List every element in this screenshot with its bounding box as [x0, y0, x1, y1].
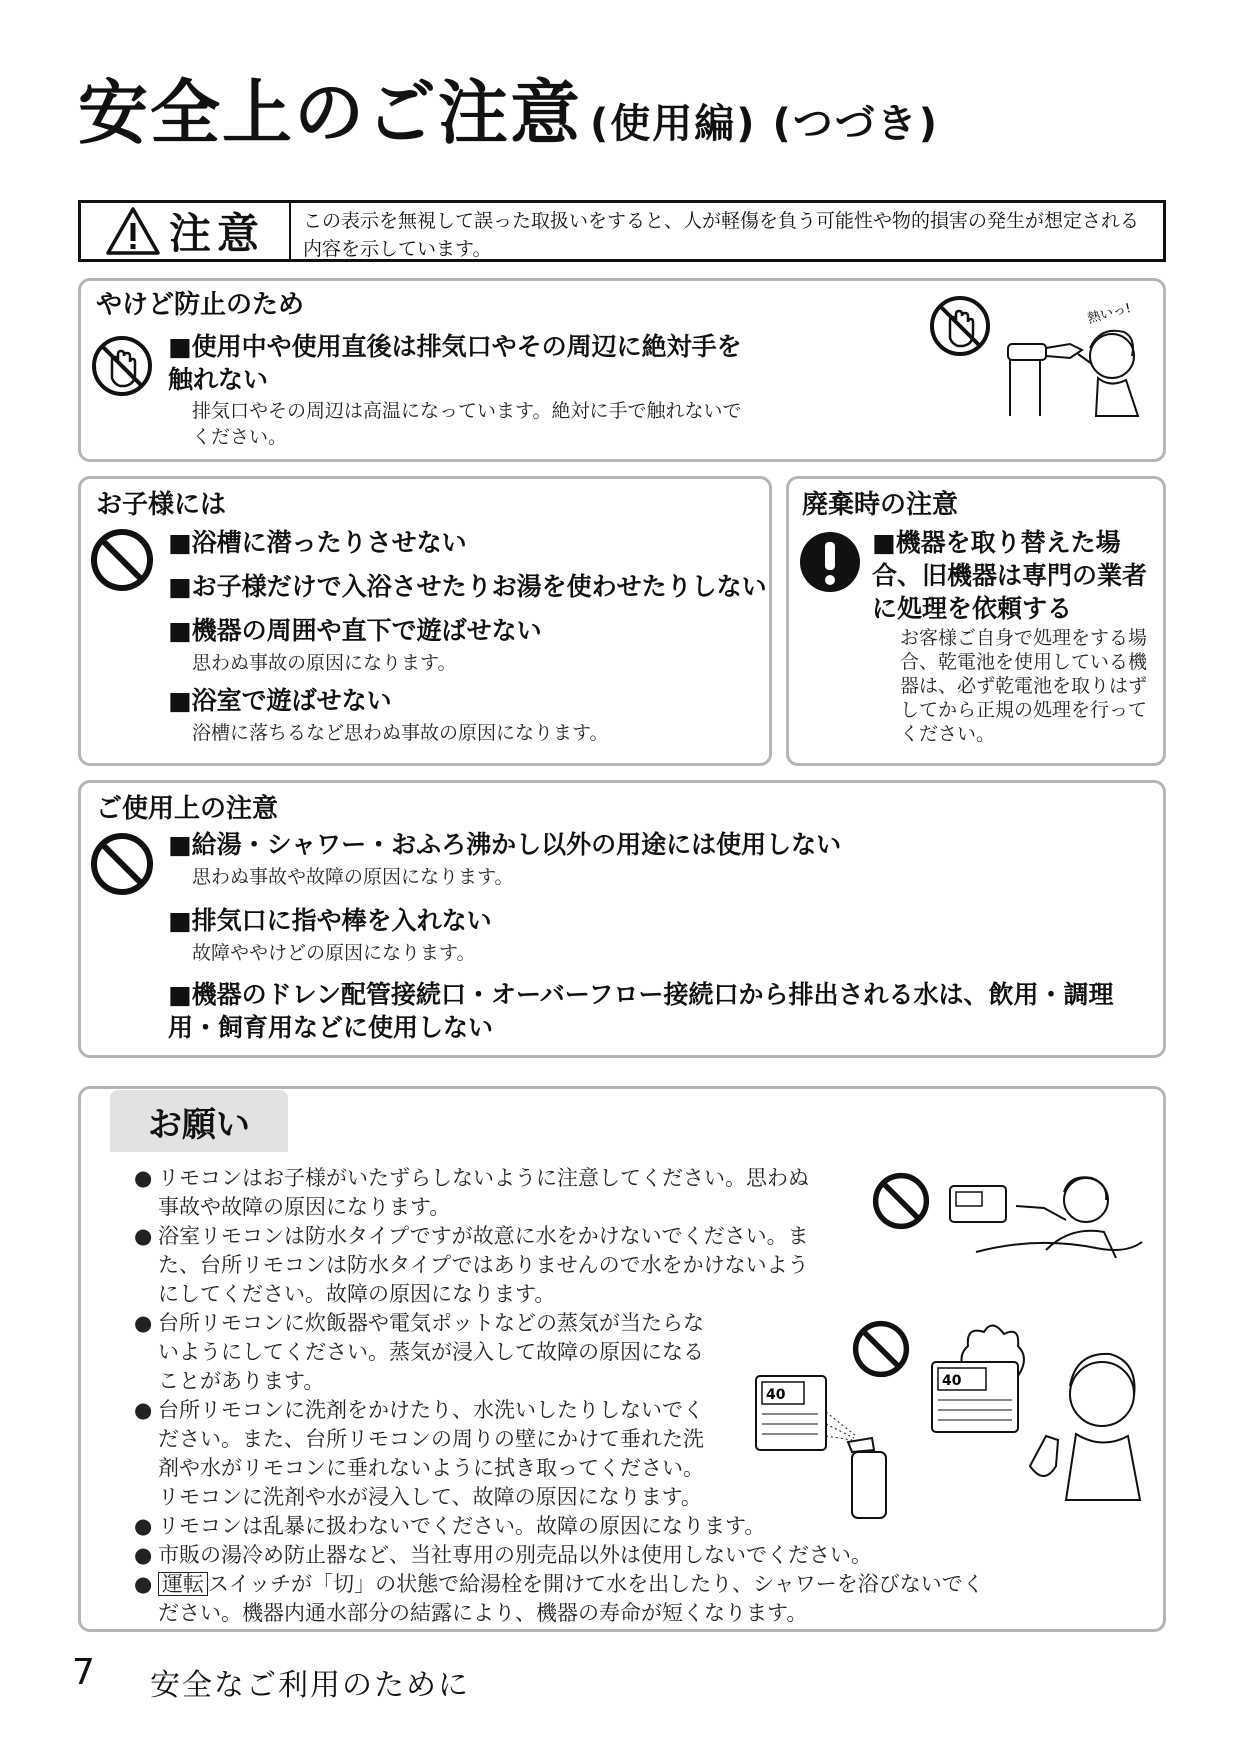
no-touch-icon — [90, 334, 154, 398]
children-item-4-text: 浴槽に落ちるなど思わぬ事故の原因になります。 — [192, 722, 609, 744]
caution-label-cell — [81, 203, 291, 259]
caution-label: 注意 — [168, 209, 265, 258]
usage-item-1-text: 思わぬ事故や故障の原因になります。 — [192, 866, 514, 888]
prohibited-icon — [852, 1320, 910, 1378]
mandatory-exclamation-icon — [798, 530, 862, 594]
disposal-item-text: お客様ご自身で処理をする場合、乾電池を使用している機器は、必ず乾電池を取りはずしてから正規の処理を行ってください。 — [900, 627, 1148, 745]
request-item-1: ● リモコンはお子様がいたずらしないように注意してください。思わぬ事故や故障の原因になります。 — [134, 1166, 809, 1219]
detergent-spray-remote-illustration — [752, 1372, 892, 1522]
hot-exhaust-illustration — [1000, 298, 1150, 426]
burn-item-title: ■使用中や使用直後は排気口やその周辺に絶対手を触れない — [168, 332, 742, 394]
request-item-4: ● 台所リモコンに洗剤をかけたり、水洗いしたりしないでください。また、台所リモコンの周りの壁にかけて垂れた洗剤や水がリモコンに垂れないように拭き取ってください。リモコンに洗剤や水が浸入して、故障の原因になります。 — [134, 1398, 704, 1509]
children-item-2: ■お子様だけで入浴させたりお湯を使わせたりしない — [168, 572, 767, 601]
child-splashing-remote-illustration — [946, 1162, 1146, 1266]
children-title: お子様には — [96, 490, 227, 520]
page-number: 7 — [72, 1652, 95, 1693]
remote-display-left: 40 — [766, 1387, 786, 1403]
usage-title: ご使用上の注意 — [96, 794, 279, 824]
no-touch-icon — [928, 294, 992, 358]
prohibited-icon — [872, 1172, 930, 1230]
run-key-label: 運転 — [158, 1572, 208, 1596]
disposal-item-title: ■機器を取り替えた場合、旧機器は専門の業者に処理を依頼する — [872, 528, 1148, 623]
usage-item-1: ■給湯・シャワー・おふろ沸かし以外の用途には使用しない — [168, 830, 842, 859]
request-item-6: ● 市販の湯冷め防止器など、当社専用の別売品以外は使用しないでください。 — [134, 1543, 872, 1567]
usage-item-3: ■機器のドレン配管接続口・オーバーフロー接続口から排出される水は、飲用・調理用・飼育用などに使用しない — [168, 980, 1114, 1042]
warning-triangle-icon — [105, 206, 161, 256]
request-item-7: ● 運転 スイッチが「切」の状態で給湯栓を開けて水を出したり、シャワーを浴びないでください。機器内通水部分の結露により、機器の寿命が短くなります。 — [134, 1572, 984, 1625]
title-sub: (使用編) (つづき) — [590, 101, 940, 147]
page-title — [78, 72, 940, 154]
children-item-3-text: 思わぬ事故の原因になります。 — [192, 652, 457, 674]
disposal-title: 廃棄時の注意 — [802, 490, 959, 520]
children-item-4: ■浴室で遊ばせない — [168, 686, 392, 715]
request-title: お願い — [110, 1090, 288, 1152]
usage-item-2-text: 故障ややけどの原因になります。 — [192, 942, 476, 964]
illustration-exclaim: 熱いっ! — [1086, 300, 1133, 327]
burn-title: やけど防止のため — [96, 290, 305, 320]
usage-item-2: ■排気口に指や棒を入れない — [168, 906, 492, 935]
children-item-3: ■機器の周囲や直下で遊ばせない — [168, 616, 542, 645]
caution-banner — [78, 200, 1166, 262]
prohibited-icon — [90, 832, 154, 896]
title-main: 安全上のご注意 — [78, 72, 582, 154]
steam-on-remote-illustration — [926, 1316, 1156, 1502]
burn-item-text: 排気口やその周辺は高温になっています。絶対に手で触れないでください。 — [192, 400, 742, 448]
remote-display-right: 40 — [942, 1373, 962, 1389]
children-item-1: ■浴槽に潜ったりさせない — [168, 528, 467, 557]
request-item-5: ● リモコンは乱暴に扱わないでください。故障の原因になります。 — [134, 1514, 766, 1538]
request-item-3: ● 台所リモコンに炊飯器や電気ポットなどの蒸気が当たらないようにしてください。蒸気が浸入して故障の原因になることがあります。 — [134, 1311, 704, 1393]
footer-section-title: 安全なご利用のために — [150, 1668, 470, 1703]
caution-description: この表示を無視して誤った取扱いをすると、人が軽傷を負う可能性や物的損害の発生が想定される内容を示しています。 — [303, 210, 1140, 260]
request-item-2: ● 浴室リモコンは防水タイプですが故意に水をかけないでください。また、台所リモコンは防水タイプではありませんので水をかけないようにしてください。故障の原因になります。 — [134, 1224, 809, 1306]
prohibited-icon — [90, 528, 154, 592]
